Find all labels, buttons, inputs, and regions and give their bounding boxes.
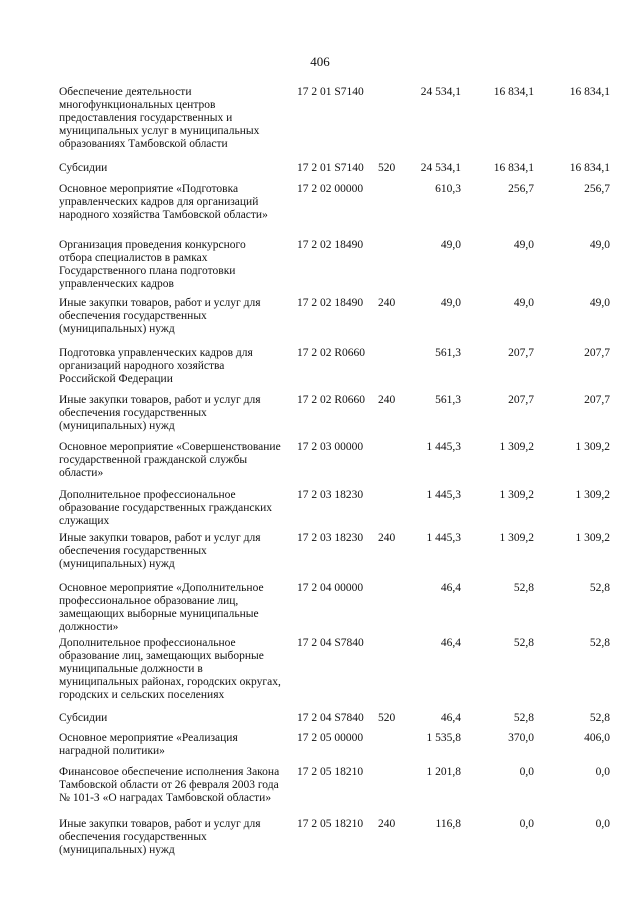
table-row: [0, 489, 640, 532]
row-expense-type: 240: [378, 818, 396, 830]
table-row: [0, 347, 640, 394]
row-value-year-3: 1 309,2: [575, 532, 610, 544]
table-row: [0, 162, 640, 183]
row-value-year-1: 1 535,8: [426, 732, 461, 744]
row-value-year-2: 16 834,1: [493, 86, 534, 98]
row-value-year-1: 610,3: [435, 183, 461, 195]
table-row: [0, 766, 640, 818]
row-value-year-1: 49,0: [440, 239, 461, 251]
row-value-year-2: 49,0: [513, 297, 534, 309]
table-row: [0, 183, 640, 239]
row-value-year-1: 561,3: [435, 347, 461, 359]
row-target-code: 17 2 05 18210: [297, 766, 364, 778]
row-target-code: 17 2 05 18210: [297, 818, 364, 830]
table-row: [0, 532, 640, 582]
row-value-year-3: 52,8: [589, 712, 610, 724]
page-number: 406: [310, 54, 330, 69]
row-value-year-1: 49,0: [440, 297, 461, 309]
row-target-code: 17 2 04 S7840: [297, 712, 364, 724]
table-row: [0, 297, 640, 347]
row-target-code: 17 2 04 S7840: [297, 637, 364, 649]
row-target-code: 17 2 02 R0660: [297, 347, 366, 359]
row-value-year-1: 1 445,3: [426, 441, 461, 453]
row-value-year-3: 406,0: [584, 732, 610, 744]
row-value-year-2: 0,0: [519, 818, 534, 830]
table-row: [0, 582, 640, 637]
row-name: Субсидии: [59, 712, 108, 724]
table-row: [0, 732, 640, 766]
row-value-year-1: 1 445,3: [426, 532, 461, 544]
row-target-code: 17 2 02 18490: [297, 297, 364, 309]
row-value-year-3: 207,7: [584, 394, 610, 406]
row-value-year-1: 116,8: [435, 818, 461, 830]
row-value-year-2: 52,8: [513, 582, 534, 594]
row-expense-type: 240: [378, 394, 396, 406]
table-row: [0, 86, 640, 162]
table-row: [0, 712, 640, 732]
row-expense-type: 520: [378, 162, 396, 174]
row-value-year-2: 1 309,2: [499, 489, 534, 501]
row-name: Дополнительное профессиональное образование лиц, замещающих выборные муниципальные должности в муниципальных районах, городских округах, городских и сельских поселениях: [59, 637, 281, 701]
row-value-year-1: 24 534,1: [420, 162, 461, 174]
row-name: Основное мероприятие «Совершенствование государственной гражданской службы области»: [59, 441, 281, 479]
row-value-year-2: 370,0: [508, 732, 534, 744]
row-value-year-3: 49,0: [589, 239, 610, 251]
row-target-code: 17 2 01 S7140: [297, 86, 364, 98]
row-value-year-1: 46,4: [440, 712, 461, 724]
row-value-year-2: 207,7: [508, 394, 534, 406]
row-value-year-2: 49,0: [513, 239, 534, 251]
row-value-year-1: 1 201,8: [426, 766, 461, 778]
row-target-code: 17 2 02 00000: [297, 183, 364, 195]
row-value-year-2: 52,8: [513, 712, 534, 724]
row-target-code: 17 2 05 00000: [297, 732, 364, 744]
row-value-year-3: 256,7: [584, 183, 610, 195]
row-value-year-1: 24 534,1: [420, 86, 461, 98]
row-name: Основное мероприятие «Дополнительное профессиональное образование лиц, замещающих выборные муниципальные должности»: [59, 582, 264, 633]
row-name: Финансовое обеспечение исполнения Закона Тамбовской области от 26 февраля 2003 года № 101-З «О наградах Тамбовской области»: [59, 766, 280, 804]
row-target-code: 17 2 01 S7140: [297, 162, 364, 174]
table-row: [0, 637, 640, 712]
row-value-year-3: 1 309,2: [575, 489, 610, 501]
row-expense-type: 520: [378, 712, 396, 724]
row-value-year-3: 52,8: [589, 582, 610, 594]
row-value-year-3: 52,8: [589, 637, 610, 649]
row-value-year-2: 0,0: [519, 766, 534, 778]
row-value-year-2: 207,7: [508, 347, 534, 359]
row-name: Дополнительное профессиональное образование государственных гражданских служащих: [59, 489, 272, 527]
row-value-year-3: 49,0: [589, 297, 610, 309]
row-name: Иные закупки товаров, работ и услуг для обеспечения государственных (муниципальных) нужд: [59, 394, 261, 432]
row-value-year-2: 256,7: [508, 183, 534, 195]
row-value-year-3: 16 834,1: [569, 162, 610, 174]
row-target-code: 17 2 02 18490: [297, 239, 364, 251]
row-value-year-2: 1 309,2: [499, 532, 534, 544]
row-value-year-2: 16 834,1: [493, 162, 534, 174]
row-target-code: 17 2 03 18230: [297, 532, 364, 544]
row-name: Организация проведения конкурсного отбора специалистов в рамках Государственного плана подготовки управленческих кадров: [59, 239, 246, 290]
row-name: Иные закупки товаров, работ и услуг для обеспечения государственных (муниципальных) нужд: [59, 532, 261, 570]
budget-table: [0, 86, 640, 858]
row-target-code: 17 2 03 18230: [297, 489, 364, 501]
row-expense-type: 240: [378, 297, 396, 309]
row-name: Обеспечение деятельности многофункциональных центров предоставления государственных и муниципальных услуг в муниципальных образованиях Тамбовской области: [59, 86, 260, 150]
row-value-year-3: 16 834,1: [569, 86, 610, 98]
table-row: [0, 818, 640, 858]
row-value-year-1: 46,4: [440, 582, 461, 594]
table-row: [0, 394, 640, 441]
row-value-year-2: 52,8: [513, 637, 534, 649]
row-value-year-1: 561,3: [435, 394, 461, 406]
row-name: Иные закупки товаров, работ и услуг для обеспечения государственных (муниципальных) нужд: [59, 297, 261, 335]
row-name: Основное мероприятие «Реализация наградной политики»: [59, 732, 238, 757]
row-target-code: 17 2 02 R0660: [297, 394, 366, 406]
row-expense-type: 240: [378, 532, 396, 544]
row-target-code: 17 2 04 00000: [297, 582, 364, 594]
row-value-year-3: 1 309,2: [575, 441, 610, 453]
row-name: Субсидии: [59, 162, 108, 174]
row-name: Подготовка управленческих кадров для организаций народного хозяйства Российской Федерации: [59, 347, 253, 385]
row-name: Иные закупки товаров, работ и услуг для обеспечения государственных (муниципальных) нужд: [59, 818, 261, 856]
row-value-year-1: 1 445,3: [426, 489, 461, 501]
row-value-year-3: 0,0: [595, 766, 610, 778]
row-value-year-2: 1 309,2: [499, 441, 534, 453]
row-name: Основное мероприятие «Подготовка управленческих кадров для организаций народного хозяйства Тамбовской области»: [59, 183, 268, 221]
row-target-code: 17 2 03 00000: [297, 441, 364, 453]
row-value-year-1: 46,4: [440, 637, 461, 649]
table-row: [0, 239, 640, 297]
row-value-year-3: 207,7: [584, 347, 610, 359]
row-value-year-3: 0,0: [595, 818, 610, 830]
table-row: [0, 441, 640, 489]
